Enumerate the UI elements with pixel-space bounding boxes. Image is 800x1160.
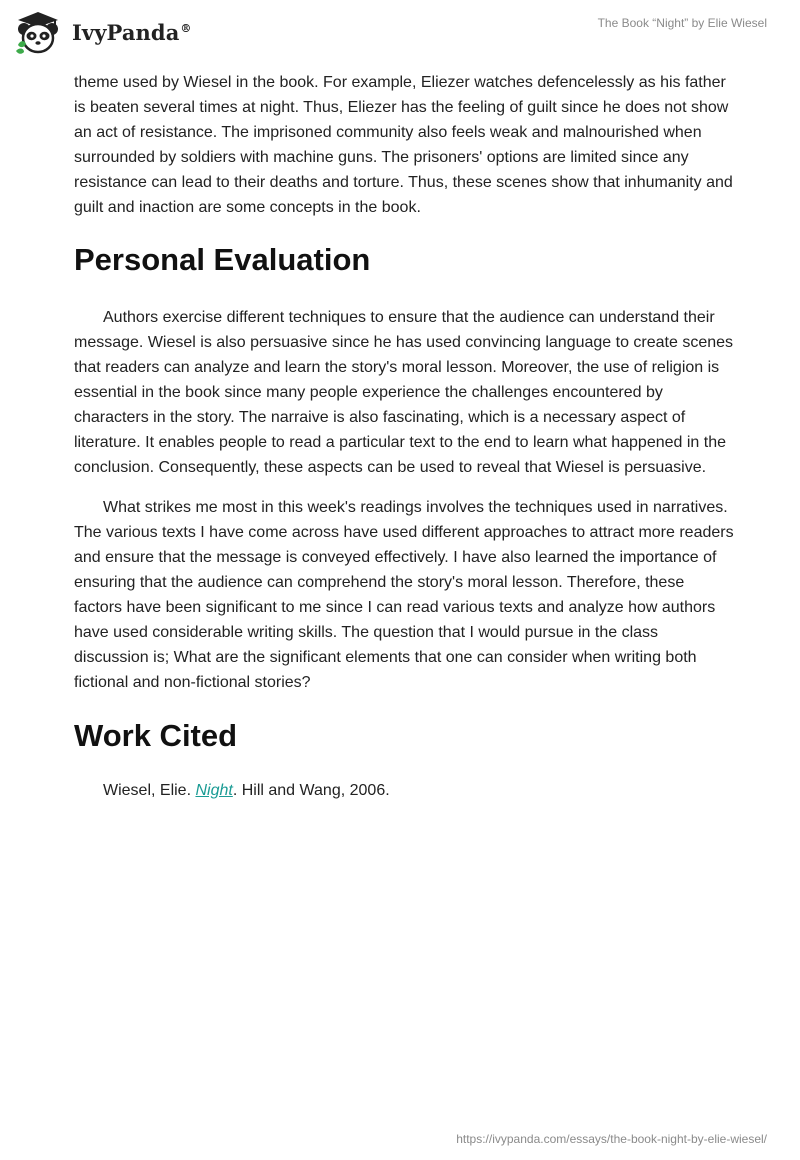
ivypanda-logo[interactable]	[14, 10, 192, 56]
brand-name: IvyPanda®	[72, 19, 192, 45]
essay-content	[74, 70, 734, 803]
citation-title-link[interactable]: Night	[195, 782, 233, 799]
personal-evaluation-paragraph-2: What strikes me most in this week's readings involves the techniques used in narratives. The various texts I have come across have used different approaches to attract more readers and ensure that the message is conveyed effectively. I have also learned the importance of ensuring that the audience can comprehend the story's moral lesson. Therefore, these factors have been significant to me since I can read various texts and analyze how authors have used considerable writing skills. The question that I would pursue in the class discussion is; What are the significant elements that one can consider when writing both fictional and non-fictional stories?	[74, 499, 734, 691]
citation-publisher: . Hill and Wang, 2006.	[232, 782, 390, 799]
intro-paragraph: theme used by Wiesel in the book. For example, Eliezer watches defencelessly as his father is beaten several times at night. Thus, Eliezer has the feeling of guilt since he does not show an act of resistance. The imprisoned community also feels weak and malnourished when surrounded by soldiers with machine guns. The prisoners' options are limited since any resistance can lead to their deaths and torture. Thus, these scenes show that inhumanity and guilt and inaction are some concepts in the book.	[74, 74, 733, 216]
section-heading-personal-evaluation: Personal Evaluation	[74, 242, 371, 277]
personal-evaluation-paragraph-1: Authors exercise different techniques to ensure that the audience can understand their message. Wiesel is also persuasive since he has used convincing language to create scenes that readers can analyze and learn the story's moral lesson. Moreover, the use of religion is essential in the book since many people experience the challenges encountered by characters in the story. The narraive is also fascinating, which is a necessary aspect of literature. It enables people to read a particular text to the end to learn what happened in the conclusion. Consequently, these aspects can be used to reveal that Wiesel is persuasive.	[74, 309, 734, 476]
section-heading-work-cited: Work Cited	[74, 718, 238, 753]
footer-source-url[interactable]: https://ivypanda.com/essays/the-book-night-by-elie-wiesel/	[456, 1132, 767, 1146]
citation-author: Wiesel, Elie.	[103, 782, 196, 799]
panda-mascot-icon	[14, 10, 62, 56]
citation-entry	[74, 778, 734, 803]
registered-mark: ®	[180, 21, 192, 35]
document-title: The Book “Night” by Elie Wiesel	[597, 16, 767, 30]
page-header	[0, 0, 800, 70]
